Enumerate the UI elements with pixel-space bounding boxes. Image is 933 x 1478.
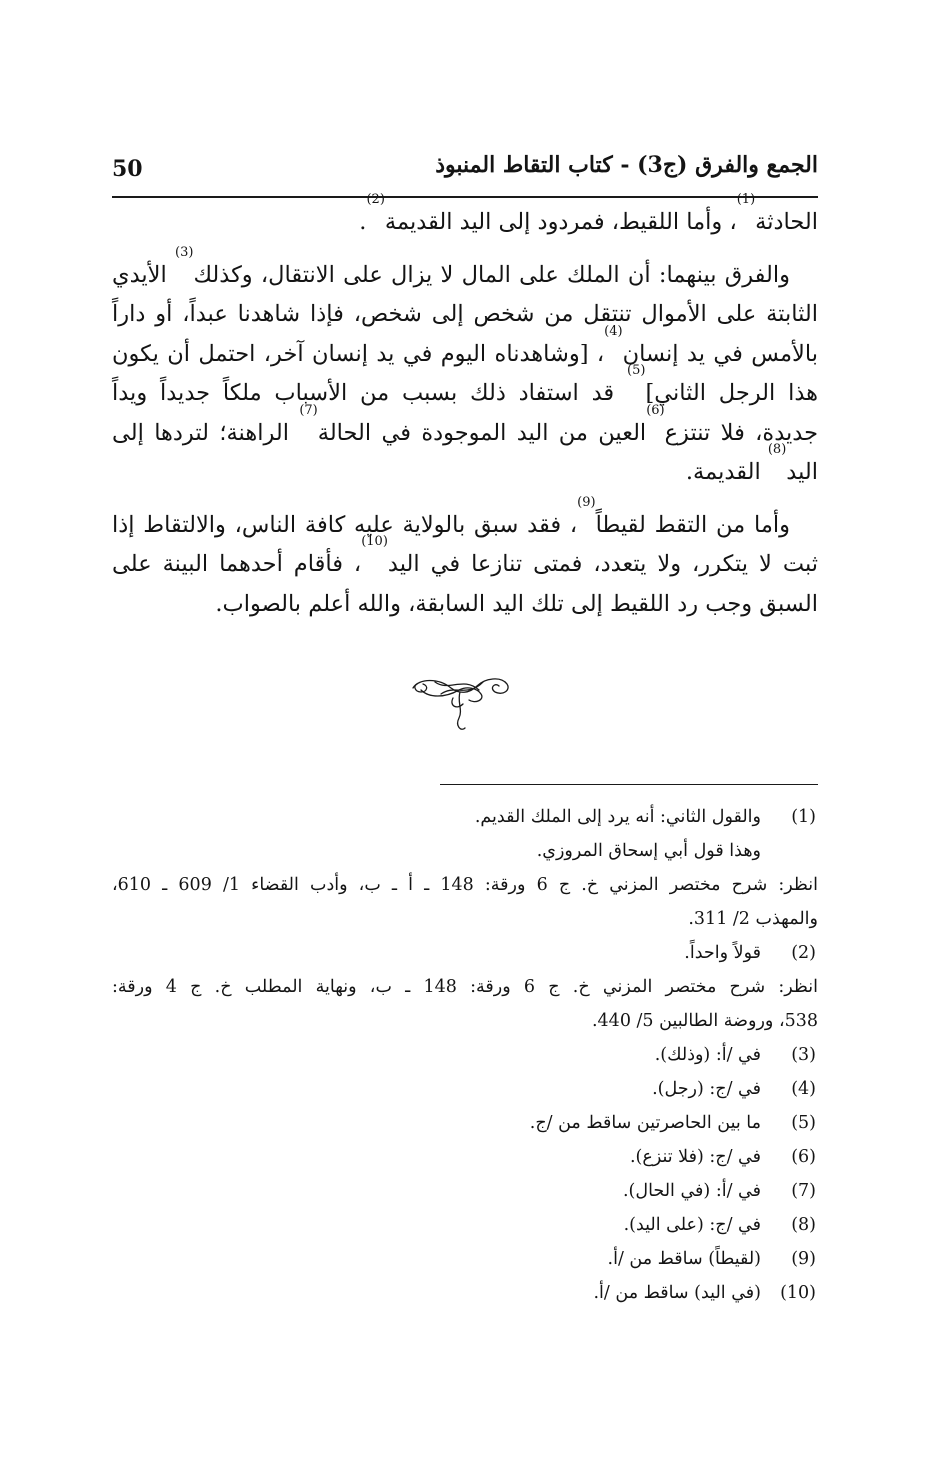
footnote-8: [112, 1208, 818, 1242]
main-text: [112, 192, 818, 624]
page-number: 50: [112, 156, 143, 182]
footnote-ref-8[interactable]: (8): [767, 442, 787, 457]
footnote-ref-6[interactable]: (6): [646, 402, 665, 418]
footnote-7: [112, 1174, 818, 1208]
footnote-number: (10): [780, 1283, 816, 1303]
footnote-2: [112, 936, 818, 970]
footnote-text: (في اليد) ساقط من /أ.: [593, 1283, 761, 1303]
text-run: القديمة.: [685, 459, 768, 485]
text-run: والفرق بينهما: أن الملك على المال لا يزال على الانتقال، وكذلك: [193, 261, 790, 288]
text-run: .: [359, 209, 367, 235]
footnote-ref-9[interactable]: (9): [577, 494, 596, 510]
footnote-ref-5[interactable]: (5): [627, 363, 646, 378]
footnote-number: (2): [791, 943, 816, 963]
page-header: [112, 150, 818, 190]
footnote-ref-2[interactable]: (2): [366, 192, 385, 207]
footnote-text: في /أ: (وذلك).: [654, 1045, 761, 1065]
flourish-ornament-icon: [405, 668, 515, 738]
running-title: الجمع والفرق (ج3) - كتاب التقاط المنبوذ: [435, 152, 818, 178]
footnote-ref-7[interactable]: (7): [299, 402, 318, 418]
footnote-1: [112, 800, 818, 834]
text-run: الأيدي الثابتة على الأموال تنتقل من شخص إلى شخص، فإذا شاهدنا عبداً، أو داراً بالأمس في يد إنسان: [112, 261, 818, 367]
footnotes: [112, 800, 818, 1310]
text-run: وأما من التقط لقيطاً: [595, 511, 790, 538]
footnote-number: (4): [791, 1079, 816, 1099]
footnote-ref-3[interactable]: (3): [175, 244, 194, 260]
header-rule: [112, 196, 818, 198]
text-run: الحادثة: [755, 209, 818, 235]
footnote-9: [112, 1242, 818, 1276]
text-run: العين من اليد الموجودة في الحالة: [317, 419, 647, 446]
footnote-4: [112, 1072, 818, 1106]
footnote-text: في /ج: (على اليد).: [623, 1215, 761, 1235]
footnote-1-line: وهذا قول أبي إسحاق المروزي.: [536, 841, 761, 861]
text-run: ، [وشاهدناه اليوم في يد إنسان آخر، احتمل أن يكون هذا الرجل الثاني]: [112, 340, 818, 406]
footnote-text: قولاً واحداً.: [684, 943, 761, 963]
paragraph-3: [112, 494, 818, 625]
footnote-1-line: والمهذب 2/ 311.: [688, 909, 818, 929]
footnote-text: في /أ: (في الحال).: [622, 1181, 761, 1201]
footnote-1-line: انظر: شرح مختصر المزني خ. ج 6 ورقة: 148 ـ أ ـ ب، وأدب القضاء 1/ 609 ـ 610،: [112, 875, 818, 895]
footnote-ref-10[interactable]: (10): [361, 534, 388, 549]
paragraph-1: [112, 192, 818, 243]
text-run: ، وأما اللقيط، فمردود إلى اليد القديمة: [384, 209, 737, 235]
footnote-ref-4[interactable]: (4): [604, 323, 623, 339]
footnote-2-line: 538، وروضة الطالبين 5/ 440.: [591, 1011, 818, 1031]
footnote-number: (3): [791, 1045, 816, 1065]
footnote-ref-1[interactable]: (1): [736, 192, 756, 207]
text-run: ، فأقام أحدهما البينة على السبق وجب رد اللقيط إلى تلك اليد السابقة، والله أعلم بالصواب.: [112, 551, 818, 617]
footnote-number: (7): [791, 1181, 816, 1201]
footnote-number: (6): [791, 1147, 816, 1167]
footnote-text: في /ج: (رجل).: [652, 1079, 761, 1099]
footnote-6: [112, 1140, 818, 1174]
footnote-number: (8): [791, 1215, 816, 1235]
footnote-3: [112, 1038, 818, 1072]
footnote-10: [112, 1276, 818, 1310]
footnote-rule: [440, 784, 818, 785]
text-run: ، فقد سبق بالولاية عليه كافة الناس، والالتقاط إذا ثبت لا يتكرر، ولا يتعدد، فمتى تنازعا في اليد: [112, 511, 818, 577]
footnote-text: في /ج: (فلا تنزع).: [629, 1147, 761, 1167]
footnote-text: ما بين الحاصرتين ساقط من /ج.: [529, 1113, 761, 1133]
footnote-number: (9): [791, 1249, 816, 1269]
text-run: قد استفاد ذلك بسبب من الأسباب ملكاً جديداً ويداً جديدة، فلا تنتزع: [112, 380, 818, 446]
paragraph-2: [112, 244, 818, 493]
footnote-text: والقول الثاني: أنه يرد إلى الملك القديم.: [474, 807, 761, 827]
footnote-5: [112, 1106, 818, 1140]
footnote-2-line: انظر: شرح مختصر المزني خ. ج 6 ورقة: 148 ـ ب، ونهاية المطلب خ. ج 4 ورقة:: [112, 977, 819, 997]
text-run: الراهنة؛ لتردها إلى اليد: [112, 419, 818, 485]
footnote-text: (لقيطاً) ساقط من /أ.: [607, 1249, 761, 1269]
footnote-number: (5): [791, 1113, 816, 1133]
footnote-number: (1): [791, 807, 816, 827]
